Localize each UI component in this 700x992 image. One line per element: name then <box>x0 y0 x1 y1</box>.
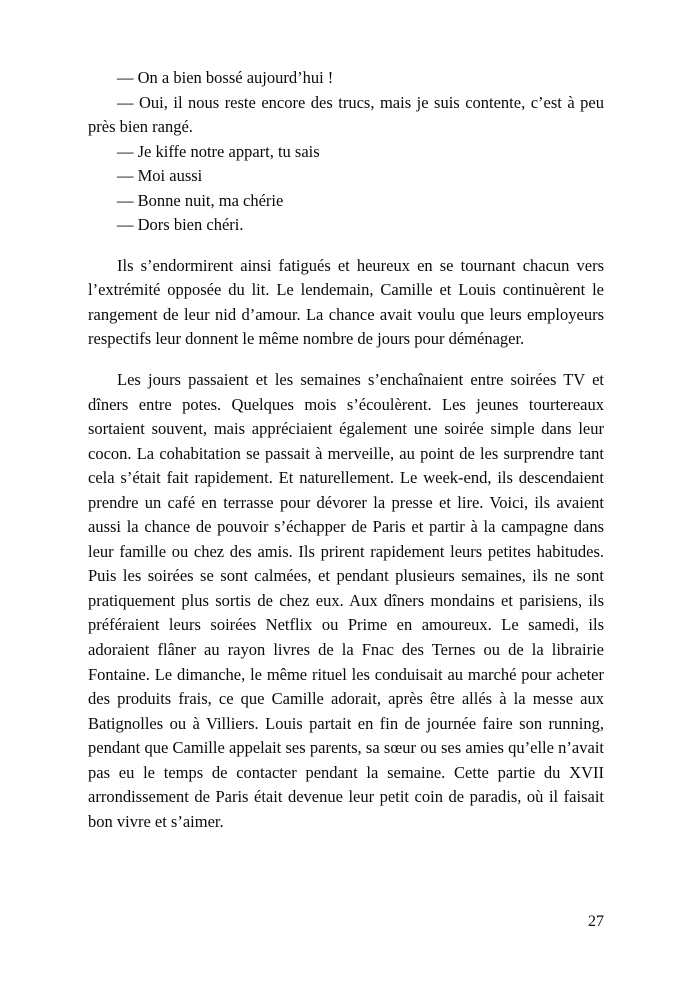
text-area <box>88 66 604 834</box>
page-number: 27 <box>588 913 604 930</box>
dialogue-line: — Bonne nuit, ma chérie <box>117 190 284 210</box>
dialogue-line: — On a bien bossé aujourd’hui ! <box>117 68 334 87</box>
paragraph: Les jours passaient et les semaines s’enchaînaient entre soirées TV et dîners entre potes. Quelques mois s’écoulèrent. Les jeunes tourtereaux sortaient souvent, mais appréciaient également une soirée simple dans leur cocon. La cohabitation se passait à merveille, au point de les surprendre tant cela s’était fait rapidement. Et naturellement. Le week-end, ils descendaient prendre un café en terrasse pour dévorer la presse et lire. Voici, ils avaient aussi la chance de pouvoir s’échapper de Paris et partir à la campagne dans leur famille ou chez des amis. Ils prirent rapidement leurs petites habitudes. Puis les soirées se sont calmées, et pendant plusieurs semaines, ils ne sont pratiquement plus sortis de chez eux. Aux dîners mondains et parisiens, ils préféraient leurs soirées Netflix ou Prime en amoureux. Le samedi, ils adoraient flâner au rayon livres de la Fnac des Ternes ou de la librairie Fontaine. Le dimanche, le même rituel les conduisait au marché pour acheter des produits frais, ce que Camille adorait, après être allés à la messe aux Batignolles ou à Villiers. Louis partait en fin de journée faire son running, pendant que Camille appelait ses parents, sa sœur ou ses amies qu’elle n’avait pas eu le temps de contacter pendant la semaine. Cette partie du XVII arrondissement de Paris était devenue leur petit coin de paradis, où il faisait bon vivre et s’aimer. <box>88 370 604 831</box>
dialogue-line: — Oui, il nous reste encore des trucs, mais je suis contente, c’est à peu près bien rangé. <box>88 92 604 137</box>
dialogue-line: — Je kiffe notre appart, tu sais <box>117 141 320 161</box>
dialogue-line: — Moi aussi <box>117 166 203 186</box>
dialogue-line: — Dors bien chéri. <box>117 215 244 235</box>
paragraph: Ils s’endormirent ainsi fatigués et heureux en se tournant chacun vers l’extrémité opposée du lit. Le lendemain, Camille et Louis continuèrent le rangement de leur nid d’amour. La chance avait voulu que leurs employeurs respectifs leur donnent le même nombre de jours pour déménager. <box>88 255 604 349</box>
